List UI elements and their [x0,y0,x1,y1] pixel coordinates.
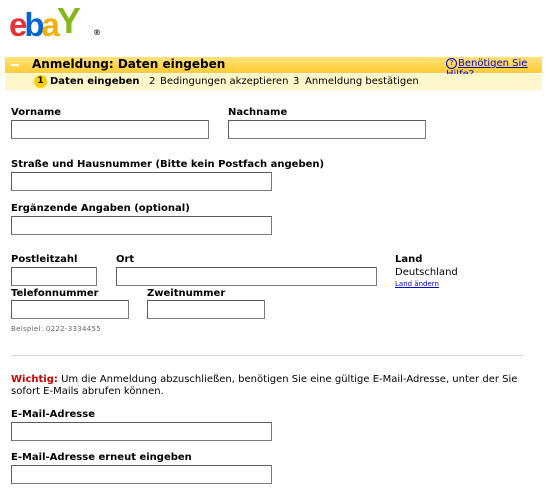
step-1-label: Daten eingeben [50,76,140,87]
nachname-input[interactable] [228,120,426,139]
telefon-label: Telefonnummer [11,288,99,299]
plz-input[interactable] [11,267,97,286]
step-2-label: Bedingungen akzeptieren [160,76,289,87]
email-input[interactable] [11,422,272,441]
ergaenzende-label: Ergänzende Angaben (optional) [11,203,190,214]
section-divider [11,355,523,356]
telefon-example: Beispiel: 0222-3334455 [11,325,102,333]
logo-letter-e: e [9,6,25,43]
email-confirm-input[interactable] [11,465,272,484]
email-warning [11,374,531,398]
vorname-label: Vorname [11,107,62,118]
help-icon: ? [446,58,457,69]
header-dash [11,64,19,66]
step-3-label: Anmeldung bestätigen [305,76,419,87]
step-2-number: 2 [149,76,156,87]
warning-prefix: Wichtig: [11,374,58,385]
telefon-input[interactable] [11,300,129,319]
trademark-symbol: ® [93,28,98,37]
logo-letter-a: a [41,6,57,43]
land-value: Deutschland [395,267,458,278]
ort-input[interactable] [116,267,377,286]
email-label: E-Mail-Adresse [11,409,95,420]
strasse-input[interactable] [11,172,272,191]
land-label: Land [395,254,423,265]
zweitnummer-input[interactable] [147,300,265,319]
page-title: Anmeldung: Daten eingeben [32,57,226,71]
plz-label: Postleitzahl [11,254,78,265]
zweitnummer-label: Zweitnummer [147,288,226,299]
step-3-number: 3 [293,76,300,87]
logo-letter-y: Y [56,0,78,41]
step-1-number: 1 [34,75,47,88]
ort-label: Ort [116,254,135,265]
help-link-label: Benötigen Sie [458,58,528,69]
vorname-input[interactable] [11,120,209,139]
strasse-label: Straße und Hausnummer (Bitte kein Postfach angeben) [11,159,325,170]
nachname-label: Nachname [228,107,288,118]
warning-text: Um die Anmeldung abzuschließen, benötigen Sie eine gültige E-Mail-Adresse, unter der Sie sofort E-Mails abrufen können. [11,374,518,397]
land-change-link[interactable]: Land ändern [395,280,439,288]
email-confirm-label: E-Mail-Adresse erneut eingeben [11,452,192,463]
logo-letter-b: b [24,6,42,43]
ebay-logo [9,0,98,43]
ergaenzende-input[interactable] [11,216,272,235]
